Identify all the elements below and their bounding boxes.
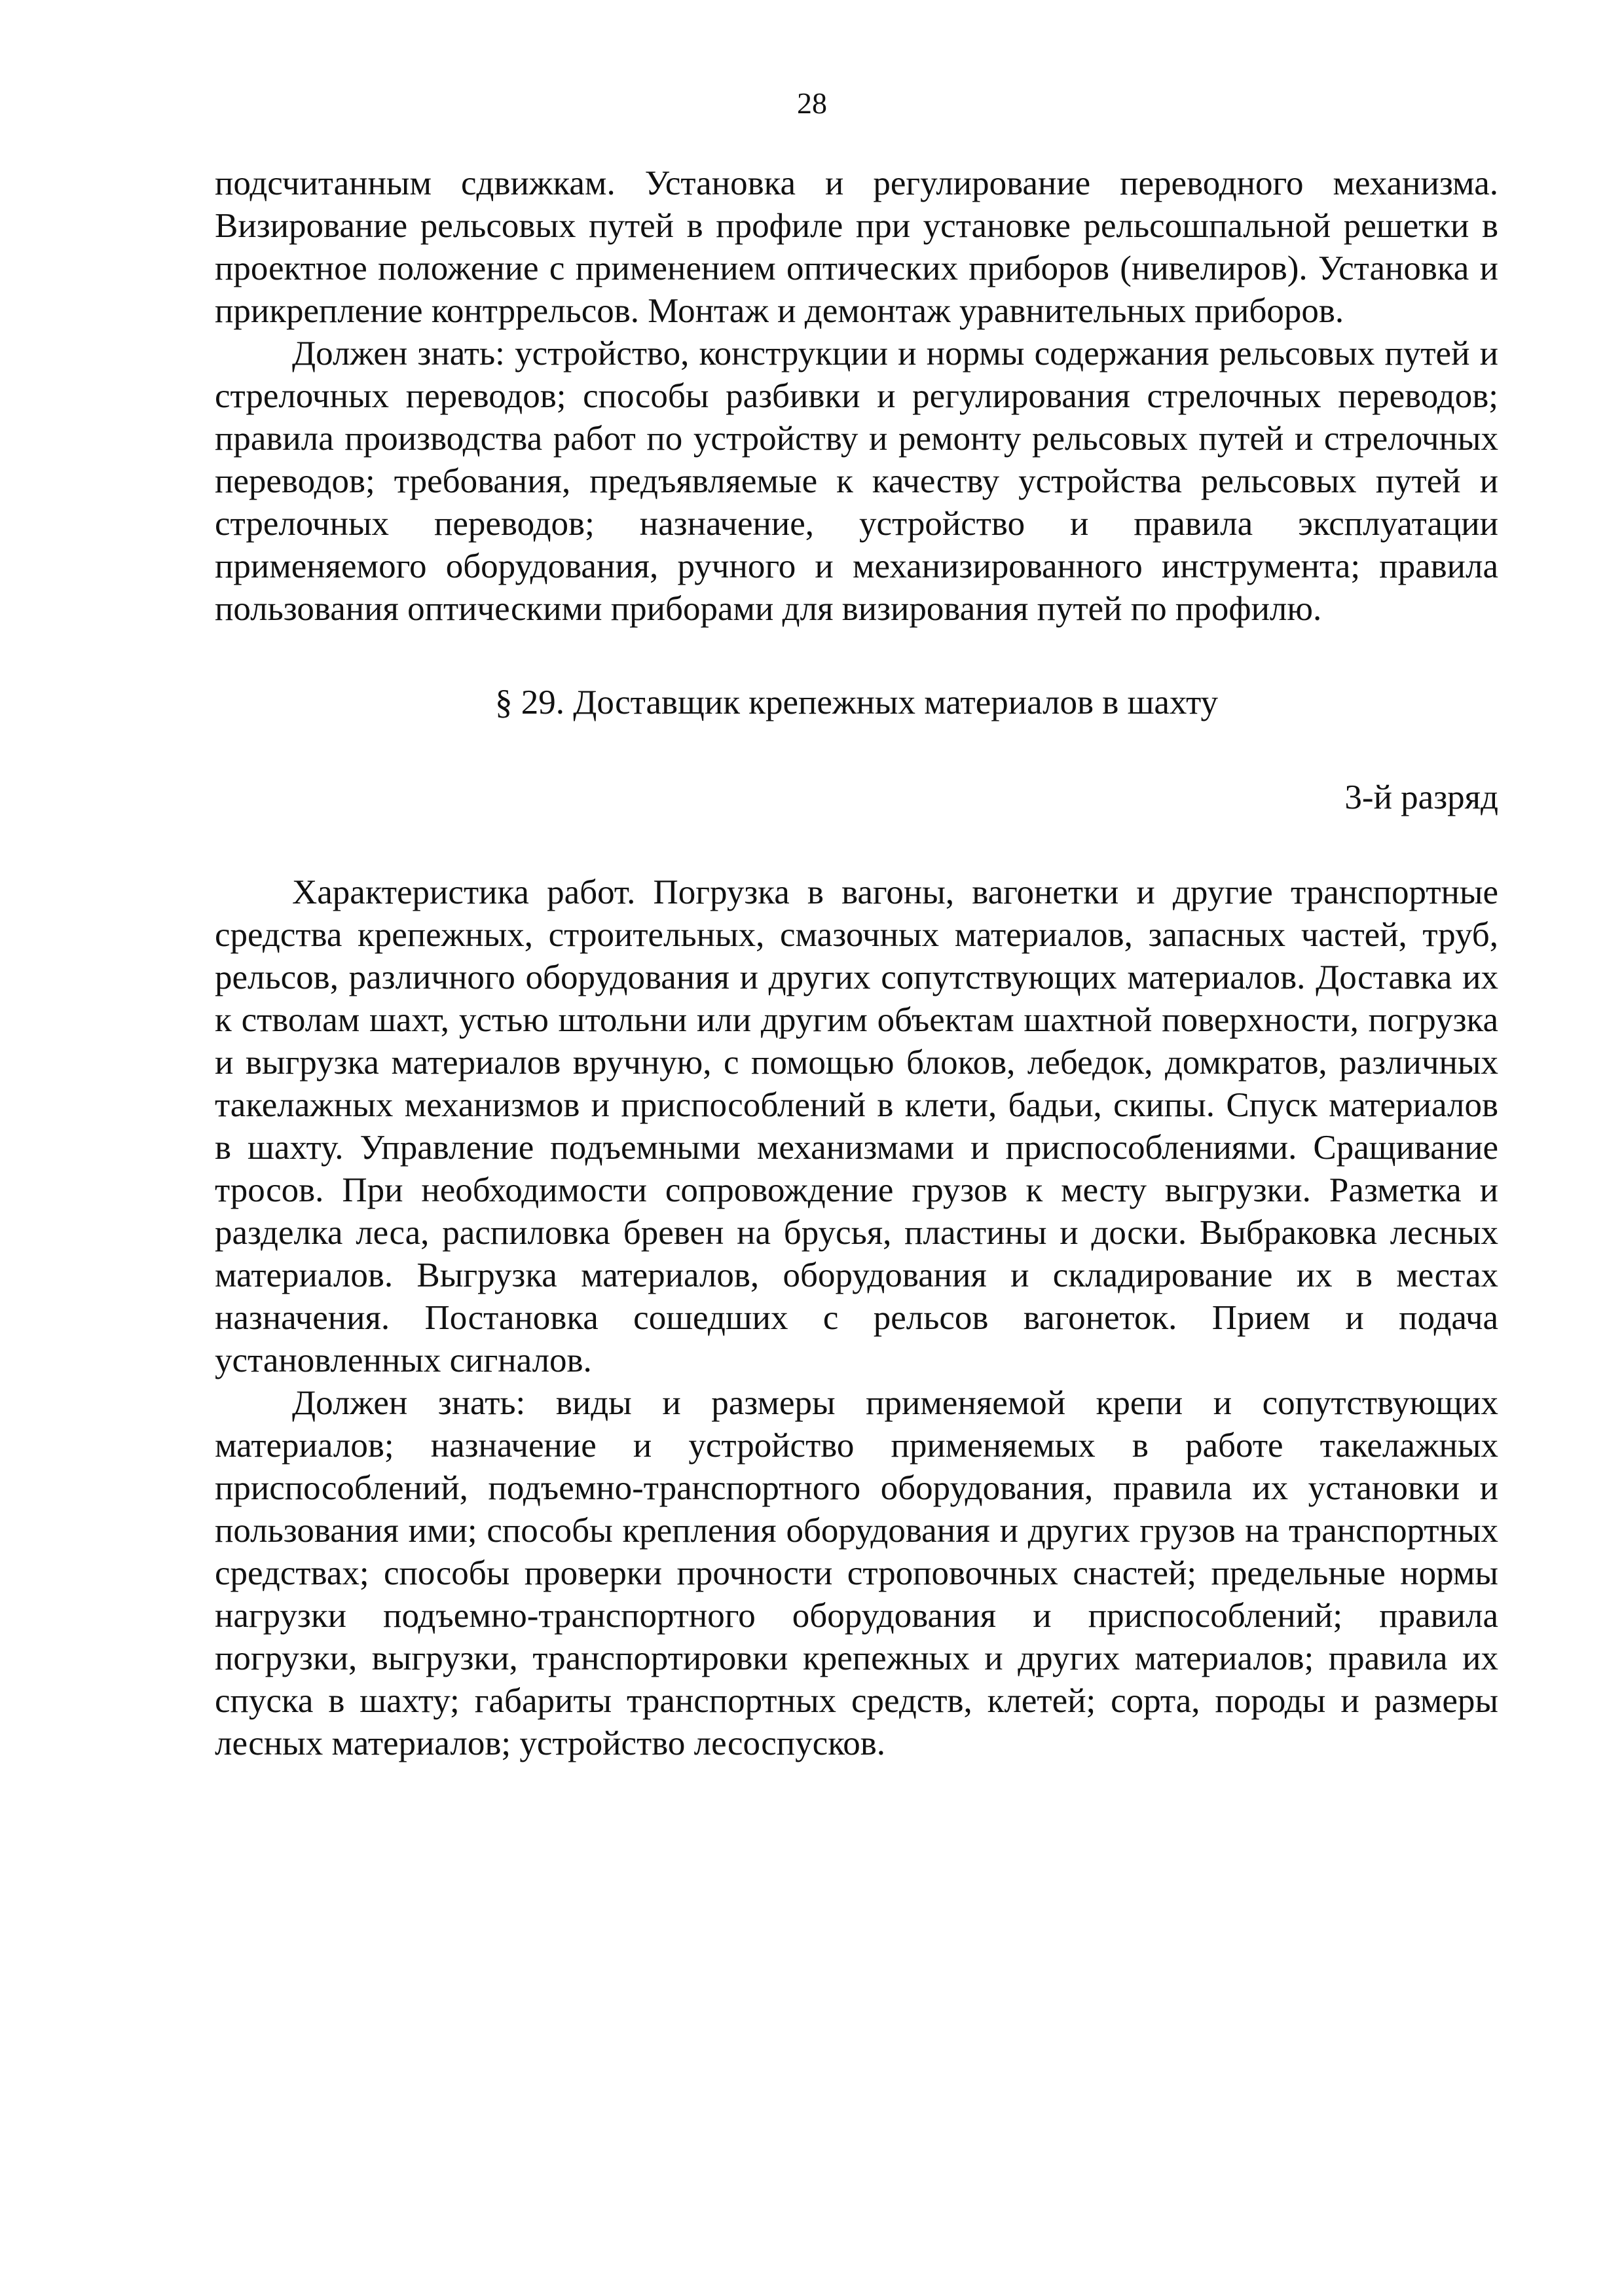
paragraph-must-know-2: Должен знать: виды и размеры применяемой крепи и сопутствующих материалов; назначение и устройство применяемых в работе такелажных приспособлений, подъемно-транспортного оборудования, правила их установки и пользования ими; способы крепления оборудования и других грузов на транспортных средствах; способы проверки прочности строповочных снастей; предельные нормы нагрузки подъемно-транспортного оборудования и приспособлений; правила погрузки, выгрузки, транспортировки крепежных и других материалов; правила их спуска в шахту; габариты транспортных средств, клетей; сорта, породы и размеры лесных материалов; устройство лесоспусков. — [215, 1384, 1498, 1762]
paragraph-work-characteristics: Характеристика работ. Погрузка в вагоны, вагонетки и другие транспортные средства крепежных, строительных, смазочных материалов, запасных частей, труб, рельсов, различного оборудования и других сопутствующих материалов. Доставка их к стволам шахт, устью штольни или другим объектам шахтной поверхности, погрузка и выгрузка материалов вручную, с помощью блоков, лебедок, домкратов, различных такелажных механизмов и приспособлений в клети, бадьи, скипы. Спуск материалов в шахту. Управление подъемными механизмами и приспособлениями. Сращивание тросов. При необходимости сопровождение грузов к месту выгрузки. Разметка и разделка леса, распиловка бревен на брусья, пластины и доски. Выбраковка лесных материалов. Выгрузка материалов, оборудования и складирование их в местах назначения. Постановка сошедших с рельсов вагонеток. Прием и подача установленных сигналов. — [215, 873, 1498, 1379]
paragraph-continuation: подсчитанным сдвижкам. Установка и регулирование переводного механизма. Визирование рельсовых путей в профиле при установке рельсошпальной решетки в проектное положение с применением оптических приборов (нивелиров). Установка и прикрепление контррельсов. Монтаж и демонтаж уравнительных приборов. — [215, 164, 1498, 330]
grade-label: 3-й разряд — [1344, 778, 1498, 816]
page-number: 28 — [797, 86, 827, 120]
section-heading: § 29. Доставщик крепежных материалов в шахту — [494, 683, 1219, 721]
page-body — [215, 162, 1498, 1765]
paragraph-must-know-1: Должен знать: устройство, конструкции и нормы содержания рельсовых путей и стрелочных переводов; способы разбивки и регулирования стрелочных переводов; правила производства работ по устройству и ремонту рельсовых путей и стрелочных переводов; требования, предъявляемые к качеству устройства рельсовых путей и стрелочных переводов; назначение, устройство и правила эксплуатации применяемого оборудования, ручного и механизированного инструмента; правила пользования оптическими приборами для визирования путей по профилю. — [215, 335, 1498, 628]
